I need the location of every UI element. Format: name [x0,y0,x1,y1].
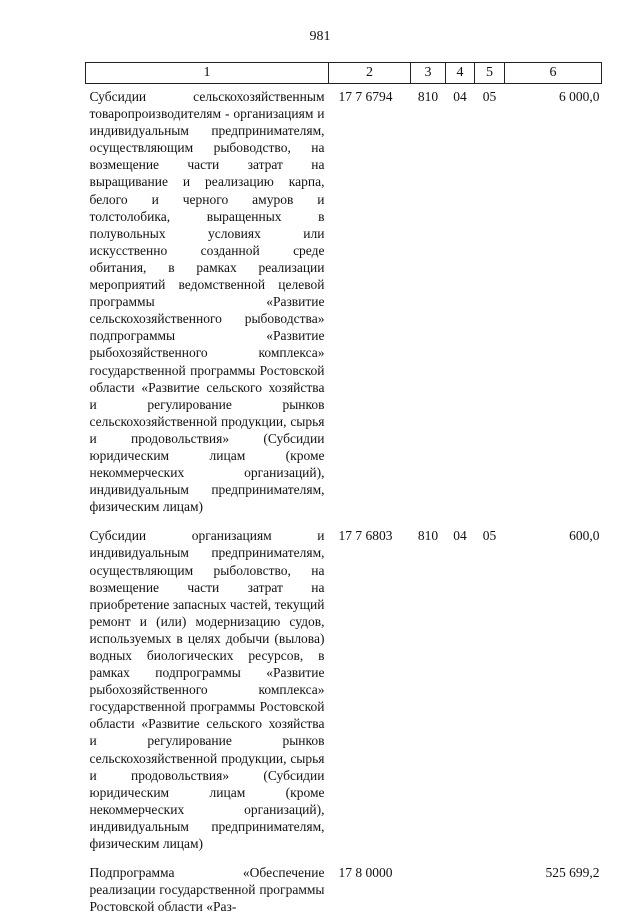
row-col-4 [446,860,475,923]
row-col-4: 04 [446,523,475,860]
header-col-2: 2 [329,63,411,84]
row-amount: 525 699,2 [505,860,602,923]
row-code: 17 8 0000 [329,860,411,923]
header-row [86,63,602,84]
header-col-5: 5 [475,63,505,84]
header-col-4: 4 [446,63,475,84]
row-col-3 [411,860,446,923]
header-col-3: 3 [411,63,446,84]
row-amount: 6 000,0 [505,84,602,524]
row-col-4: 04 [446,84,475,524]
row-col-5: 05 [475,84,505,524]
table-row [86,860,602,923]
row-name: Субсидии организациям и индивидуальным предпринимателям, осуществляющим рыболовство, на возмещение части затрат на приобретение запасных частей, текущий ремонт и (или) модернизацию судов, используемых в целях добычи (вылова) водных биологических ресурсов, в рамках подпрограммы «Развитие рыбохозяйственного комплекса» государственной программы Ростовской области «Развитие сельского хозяйства и регулирование рынков сельскохозяйственной продукции, сырья и продовольствия» (Субсидии юридическим лицам (кроме некоммерческих организаций), индивидуальным предпринимателям, физическим лицам) [86,523,329,860]
table-row [86,523,602,860]
page-number: 981 [0,28,640,45]
row-name: Подпрограмма «Обеспечение реализации государственной программы Ростовской области «Раз- [86,860,329,923]
table-header [86,63,602,84]
row-col-5: 05 [475,523,505,860]
row-col-5 [475,860,505,923]
row-col-3: 810 [411,523,446,860]
row-code: 17 7 6803 [329,523,411,860]
header-col-6: 6 [505,63,602,84]
row-amount: 600,0 [505,523,602,860]
header-col-1: 1 [86,63,329,84]
row-code: 17 7 6794 [329,84,411,524]
budget-table [85,62,602,923]
table-body [86,84,602,923]
row-col-3: 810 [411,84,446,524]
table-row [86,84,602,524]
row-name: Субсидии сельскохозяйственным товаропроизводителям - организациям и индивидуальным предпринимателям, осуществляющим рыбоводство, на возмещение части затрат на выращивание и реализацию карпа, белого и черного амуров и толстолобика, выращенных в полувольных условиях или искусственно созданной среде обитания, в рамках реализации мероприятий ведомственной целевой программы «Развитие сельскохозяйственного рыбоводства» подпрограммы «Развитие рыбохозяйственного комплекса» государственной программы Ростовской области «Развитие сельского хозяйства и регулирование рынков сельскохозяйственной продукции, сырья и продовольствия» (Субсидии юридическим лицам (кроме некоммерческих организаций), индивидуальным предпринимателям, физическим лицам) [86,84,329,524]
